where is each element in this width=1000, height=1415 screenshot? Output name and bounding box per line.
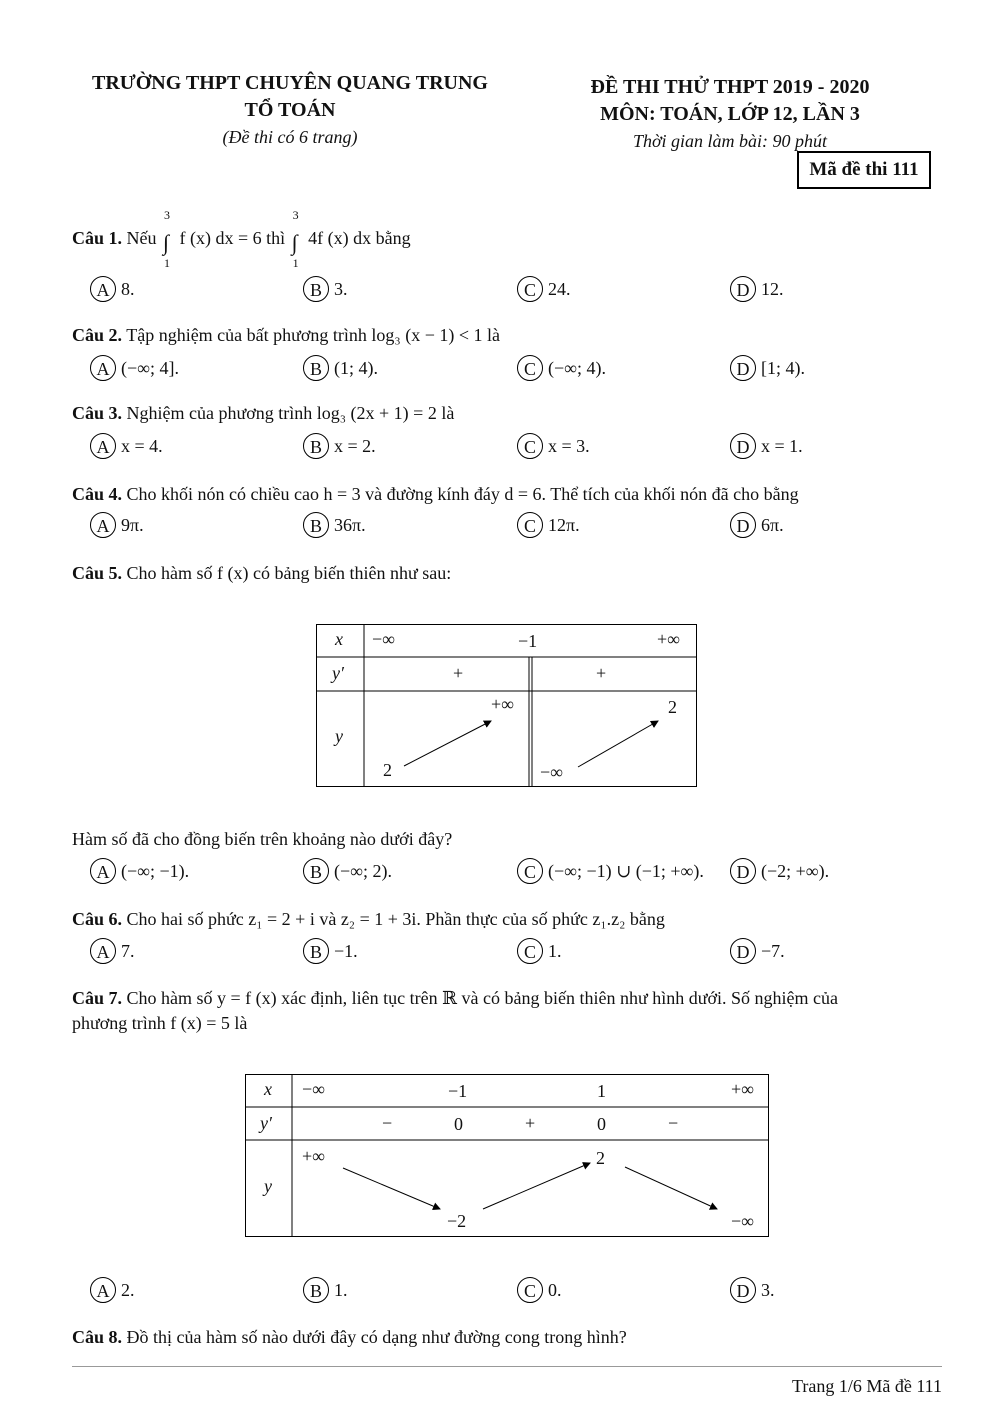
- question-text: Đồ thị của hàm số nào dưới đây có dạng như đường cong trong hình?: [126, 1327, 627, 1347]
- option-d[interactable]: D 6π.: [730, 512, 784, 538]
- header-left: [40, 70, 540, 151]
- x-value: −1: [448, 1081, 468, 1101]
- question-text: 4f (x) dx bằng: [308, 228, 411, 249]
- question-1: [72, 208, 411, 270]
- x-value: −∞: [302, 1079, 325, 1099]
- x-value: +∞: [657, 629, 680, 649]
- exam-code-box: Mã đề thi 111: [797, 151, 931, 189]
- row-label-yprime: y′: [332, 663, 344, 683]
- question-text: f (x) dx = 6 thì: [179, 228, 286, 249]
- sign: 0: [454, 1114, 463, 1134]
- option-a[interactable]: A (−∞; 4].: [90, 355, 179, 381]
- y-value: 2: [596, 1148, 605, 1168]
- question-6: Câu 6. Cho hai số phức z₁ = 2 + i và z₂ = 1 + 3i. Phần thực của số phức z₁.z₂ bằng: [72, 909, 665, 929]
- y-value: −∞: [540, 762, 563, 782]
- option-d[interactable]: D x = 1.: [730, 433, 803, 459]
- option-d[interactable]: D 3.: [730, 1277, 775, 1303]
- option-d[interactable]: D [1; 4).: [730, 355, 805, 381]
- exam-title: ĐỀ THI THỬ THPT 2019 - 2020: [590, 76, 870, 98]
- arrow-increasing: [578, 721, 658, 767]
- option-a[interactable]: A (−∞; −1).: [90, 858, 189, 884]
- x-value: −1: [518, 631, 538, 651]
- option-a[interactable]: A x = 4.: [90, 433, 163, 459]
- option-c[interactable]: C (−∞; 4).: [517, 355, 606, 381]
- integral-sign: 3 ∫ 1: [163, 208, 171, 270]
- x-value: +∞: [731, 1079, 754, 1099]
- arrow-increasing: [483, 1163, 590, 1209]
- subject: MÔN: TOÁN, LỚP 12, LẦN 3: [600, 103, 860, 125]
- question-text: Tập nghiệm của bất phương trình log₃ (x − 1) < 1 là: [126, 325, 500, 345]
- option-c[interactable]: C 1.: [517, 938, 562, 964]
- integral-sign: 3 ∫ 1: [291, 208, 299, 270]
- option-c[interactable]: C 24.: [517, 276, 571, 302]
- option-a[interactable]: A 7.: [90, 938, 135, 964]
- question-5-followup: Hàm số đã cho đồng biến trên khoảng nào dưới đây?: [72, 829, 453, 849]
- option-c[interactable]: C (−∞; −1) ∪ (−1; +∞).: [517, 858, 704, 884]
- question-7: Câu 7. Cho hàm số y = f (x) xác định, liên tục trên ℝ và có bảng biến thiên như hình dưới. Số nghiệm của: [72, 988, 839, 1008]
- y-value: +∞: [491, 694, 514, 714]
- question-5: Câu 5. Cho hàm số f (x) có bảng biến thiên như sau:: [72, 563, 452, 583]
- time-limit: Thời gian làm bài: 90 phút: [632, 131, 828, 151]
- sign: 0: [597, 1114, 606, 1134]
- x-value: 1: [597, 1081, 606, 1101]
- option-b[interactable]: B (−∞; 2).: [303, 858, 392, 884]
- sign: +: [596, 663, 607, 683]
- option-b[interactable]: B 3.: [303, 276, 348, 302]
- option-b[interactable]: B (1; 4).: [303, 355, 378, 381]
- sign: −: [382, 1113, 393, 1133]
- y-value: 2: [668, 697, 677, 717]
- question-2: Câu 2. Tập nghiệm của bất phương trình log₃ (x − 1) < 1 là: [72, 325, 500, 345]
- y-value: −2: [447, 1211, 467, 1231]
- school-name: TRƯỜNG THPT CHUYÊN QUANG TRUNG: [92, 72, 488, 94]
- sign: −: [668, 1113, 679, 1133]
- option-a[interactable]: A 8.: [90, 276, 135, 302]
- question-label: Câu 1.: [72, 228, 123, 249]
- option-d[interactable]: D 12.: [730, 276, 784, 302]
- question-text: Cho hai số phức z₁ = 2 + i và z₂ = 1 + 3i. Phần thực của số phức z₁.z₂ bằng: [126, 909, 665, 929]
- row-label-y: y: [264, 1176, 272, 1196]
- question-8: Câu 8. Đồ thị của hàm số nào dưới đây có dạng như đường cong trong hình?: [72, 1327, 627, 1347]
- question-text: Nghiệm của phương trình log₃ (2x + 1) = 2 là: [126, 403, 455, 423]
- question-4: Câu 4. Cho khối nón có chiều cao h = 3 và đường kính đáy d = 6. Thể tích của khối nón đã cho bằng: [72, 484, 799, 504]
- page-footer: Trang 1/6 Mã đề 111: [792, 1376, 942, 1396]
- option-a[interactable]: A 2.: [90, 1277, 135, 1303]
- option-a[interactable]: A 9π.: [90, 512, 144, 538]
- x-value: −∞: [372, 629, 395, 649]
- question-3: Câu 3. Nghiệm của phương trình log₃ (2x + 1) = 2 là: [72, 403, 455, 423]
- option-b[interactable]: B 36π.: [303, 512, 366, 538]
- option-b[interactable]: B −1.: [303, 938, 358, 964]
- row-label-x: x: [264, 1079, 272, 1099]
- row-label-y: y: [335, 726, 343, 746]
- option-c[interactable]: C 12π.: [517, 512, 580, 538]
- option-b[interactable]: B 1.: [303, 1277, 348, 1303]
- row-label-x: x: [335, 629, 343, 649]
- option-d[interactable]: D (−2; +∞).: [730, 858, 829, 884]
- row-label-yprime: y′: [260, 1113, 272, 1133]
- sign: +: [525, 1113, 536, 1133]
- question-7-line2: phương trình f (x) = 5 là: [72, 1013, 248, 1033]
- question-text: Cho hàm số f (x) có bảng biến thiên như sau:: [126, 563, 452, 583]
- arrow-decreasing: [625, 1167, 717, 1209]
- question-text: Nếu: [126, 228, 157, 249]
- header-right: [560, 74, 900, 155]
- footer-divider: [72, 1366, 942, 1367]
- option-c[interactable]: C 0.: [517, 1277, 562, 1303]
- department: TỔ TOÁN: [244, 99, 336, 121]
- arrow-increasing: [404, 721, 491, 766]
- arrow-decreasing: [343, 1168, 440, 1209]
- y-value: 2: [383, 760, 392, 780]
- question-text: Cho khối nón có chiều cao h = 3 và đường kính đáy d = 6. Thể tích của khối nón đã cho bằng: [126, 484, 799, 504]
- option-b[interactable]: B x = 2.: [303, 433, 376, 459]
- y-value: −∞: [731, 1211, 754, 1231]
- y-value: +∞: [302, 1146, 325, 1166]
- option-c[interactable]: C x = 3.: [517, 433, 590, 459]
- question-text: Cho hàm số y = f (x) xác định, liên tục trên ℝ và có bảng biến thiên như hình dưới. Số nghiệm của: [126, 988, 839, 1008]
- option-d[interactable]: D −7.: [730, 938, 785, 964]
- sign: +: [453, 663, 464, 683]
- pages-note: (Đề thi có 6 trang): [222, 127, 358, 147]
